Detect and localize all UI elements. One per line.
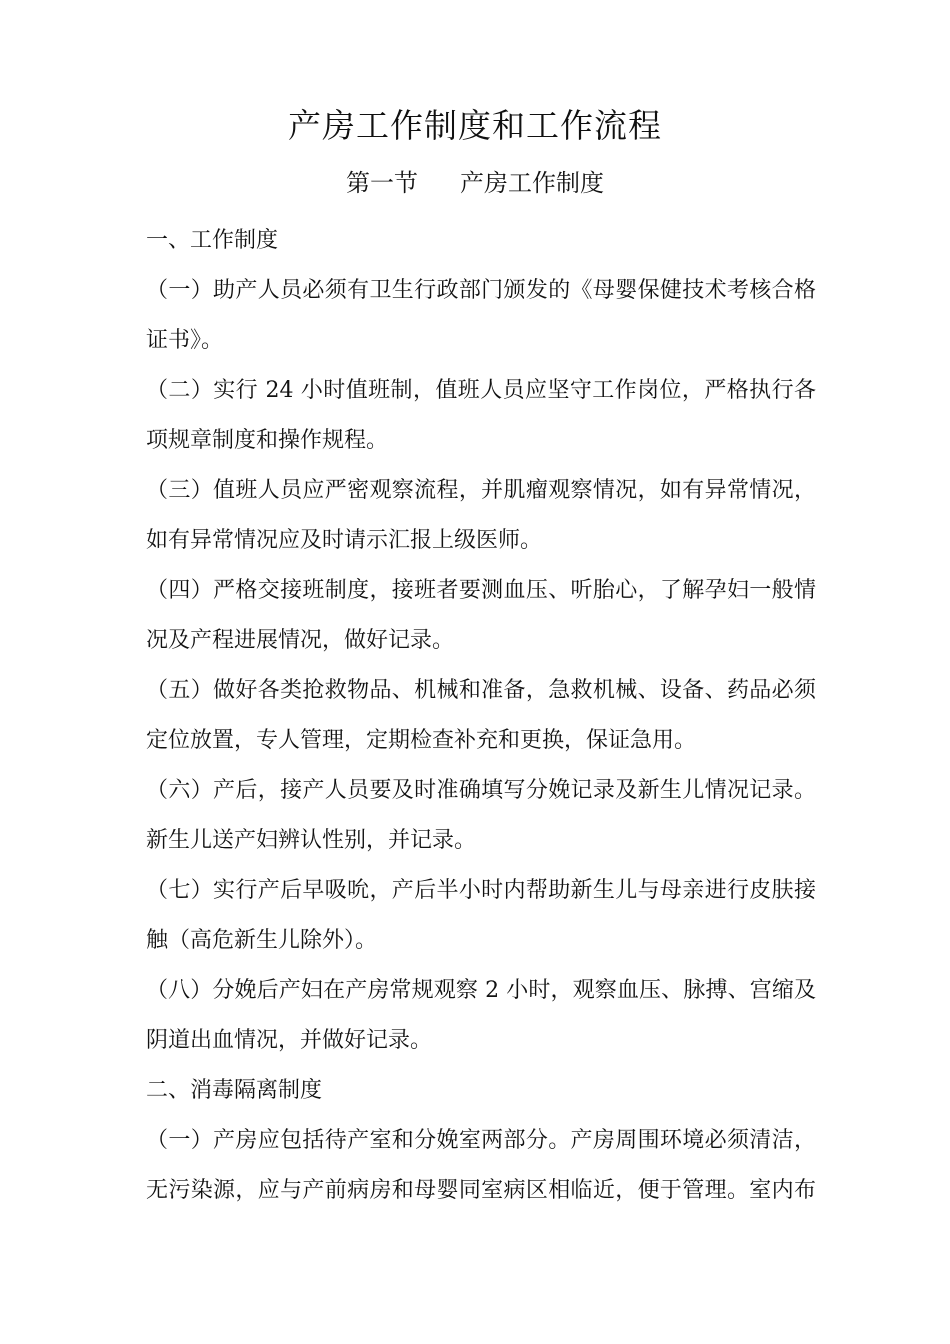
paragraph-line: （六）产后，接产人员要及时准确填写分娩记录及新生儿情况记录。 [146,778,816,803]
paragraph-line: （二）实行 24 小时值班制，值班人员应坚守工作岗位，严格执行各 [146,378,816,403]
paragraph-line: 定位放置，专人管理，定期检查补充和更换，保证急用。 [146,728,697,753]
heading-work-rules: 一、工作制度 [146,228,279,253]
paragraph-line: 况及产程进展情况，做好记录。 [146,628,455,653]
paragraph-line: 新生儿送产妇辨认性别，并记录。 [146,828,477,853]
paragraph-line: （七）实行产后早吸吮，产后半小时内帮助新生儿与母亲进行皮肤接 [146,878,816,903]
paragraph-line: （三）值班人员应严密观察流程，并肌瘤观察情况，如有异常情况， [146,478,816,503]
section-title: 产房工作制度 [460,169,604,197]
paragraph-line: 无污染源，应与产前病房和母婴同室病区相临近，便于管理。室内布 [146,1178,816,1203]
paragraph-line: （四）严格交接班制度，接班者要测血压、听胎心，了解孕妇一般情 [146,578,816,603]
paragraph-line: 证书》。 [146,328,224,353]
section-number: 第一节 [346,169,418,197]
paragraph-line: 如有异常情况应及时请示汇报上级医师。 [146,528,543,553]
paragraph-line: （五）做好各类抢救物品、机械和准备，急救机械、设备、药品必须 [146,678,816,703]
paragraph-line: （一）产房应包括待产室和分娩室两部分。产房周围环境必须清洁， [146,1128,816,1153]
document-title: 产房工作制度和工作流程 [288,106,662,145]
section-heading [0,165,950,201]
paragraph-line: （八）分娩后产妇在产房常规观察 2 小时，观察血压、脉搏、宫缩及 [146,978,816,1003]
paragraph-line: （一）助产人员必须有卫生行政部门颁发的《母婴保健技术考核合格 [146,278,816,303]
heading-disinfection-rules: 二、消毒隔离制度 [146,1078,323,1103]
document-body [146,216,816,1216]
paragraph-line: 项规章制度和操作规程。 [146,428,389,453]
paragraph-line: 阴道出血情况，并做好记录。 [146,1028,433,1053]
paragraph-line: 触（高危新生儿除外）。 [146,928,378,953]
